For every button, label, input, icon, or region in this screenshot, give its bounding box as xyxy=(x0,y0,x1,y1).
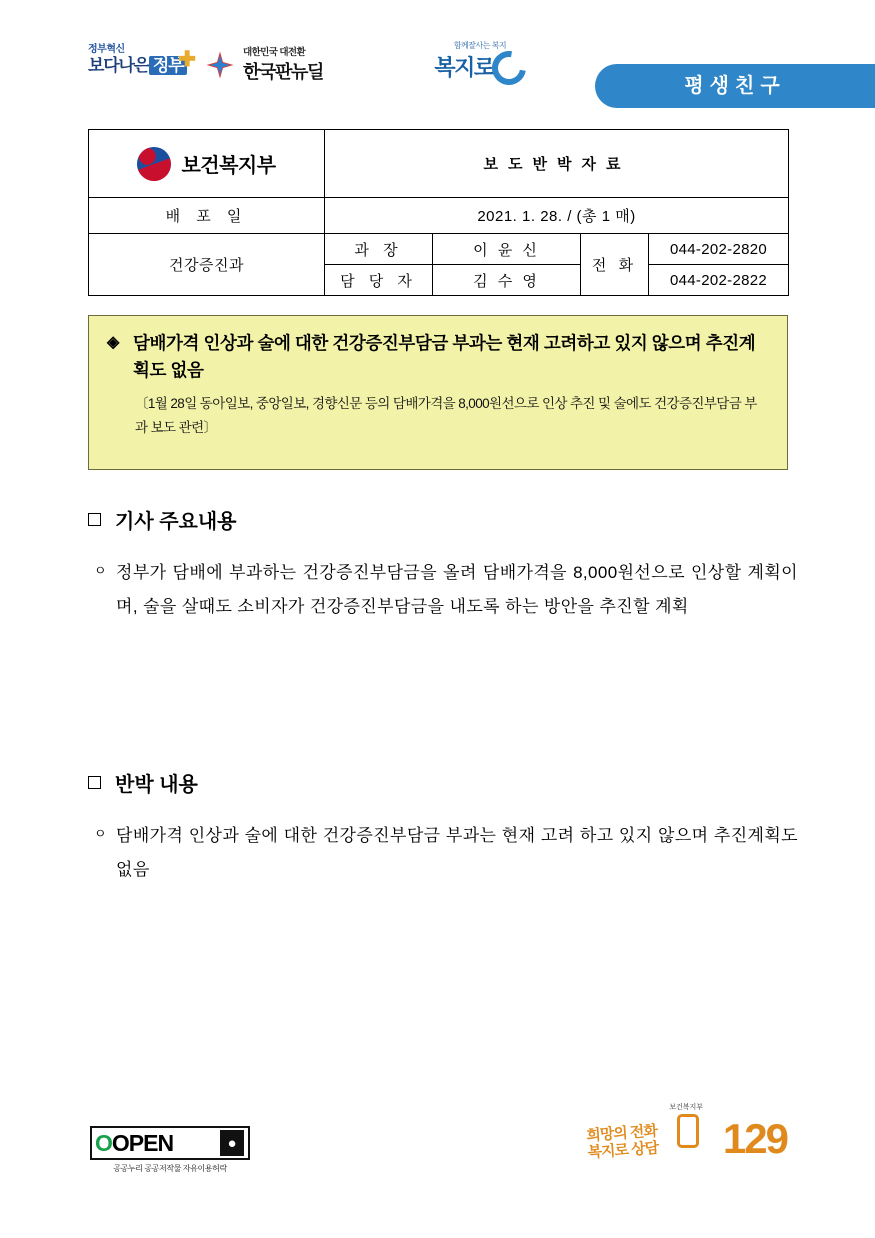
distribute-date-label: 배 포 일 xyxy=(89,198,325,234)
korean-new-deal-logo xyxy=(205,42,340,92)
new-deal-line1: 대한민국 대전환 xyxy=(243,47,306,58)
department-name: 건강증진과 xyxy=(89,234,325,296)
square-bullet-icon xyxy=(88,776,101,789)
phone-number-staff: 044-202-2822 xyxy=(649,265,789,296)
new-deal-text xyxy=(243,44,323,84)
bokjiro-line2: 복지로 xyxy=(434,55,494,80)
section-title-wrap-2 xyxy=(88,768,798,797)
gov-logo-line2-plain: 보다나은 xyxy=(88,55,149,75)
pinwheel-star-icon xyxy=(205,50,235,80)
open-license-text xyxy=(95,1129,220,1156)
plus-cross-icon: ✚ xyxy=(178,48,196,71)
highlight-headline-wrap xyxy=(107,330,767,384)
section-rebuttal xyxy=(88,768,798,887)
top-banner xyxy=(0,38,875,108)
person-name-manager: 이 윤 신 xyxy=(433,234,581,265)
hotline-number: 129 xyxy=(722,1115,787,1162)
square-bullet-icon xyxy=(88,513,101,526)
open-license-box xyxy=(90,1126,250,1160)
section-body-rebuttal-wrap xyxy=(88,819,798,887)
role-label-manager: 과 장 xyxy=(325,234,433,265)
gov-logo-line1: 정부혁신 xyxy=(88,44,125,55)
section-body-article-wrap xyxy=(88,556,798,624)
hotline-slogan xyxy=(586,1124,659,1162)
open-license-logo xyxy=(90,1126,250,1174)
tagline-banner: 평생친구 xyxy=(595,64,875,108)
ministry-name: 보건복지부 xyxy=(181,155,276,177)
hotline-slogan-line1: 희망의 전화 xyxy=(585,1122,658,1145)
ministry-cell xyxy=(89,130,325,198)
highlight-subtext: 〔1월 28일 동아일보, 중앙일보, 경향신문 등의 담배가격을 8,000원선으로 인상 추진 및 술에도 건강증진부담금 부과 보도 관련〕 xyxy=(135,396,757,435)
highlight-headline: 담배가격 인상과 술에 대한 건강증진부담금 부과는 현재 고려하고 있지 않으며 추진계획도 없음 xyxy=(133,333,756,381)
gov-innovation-logo xyxy=(88,44,198,90)
section-title-article: 기사 주요내용 xyxy=(115,511,237,533)
phone-label: 전 화 xyxy=(581,234,649,296)
taegeuk-icon xyxy=(137,147,171,181)
hotline-129-logo xyxy=(585,1104,787,1174)
document-info-table xyxy=(88,129,789,296)
section-title-wrap xyxy=(88,505,798,534)
highlight-box xyxy=(88,315,788,470)
bokjiro-line1: 함께잘사는 복지 xyxy=(453,41,507,50)
phone-number-manager: 044-202-2820 xyxy=(649,234,789,265)
section-title-rebuttal: 반박 내용 xyxy=(115,774,198,796)
new-deal-line2: 한국판뉴딜 xyxy=(243,62,323,82)
circle-bullet-icon: ㅇ xyxy=(94,826,107,841)
section-body-rebuttal: 담배가격 인상과 술에 대한 건강증진부담금 부과는 현재 고려 하고 있지 않으며 추진계획도 없음 xyxy=(116,826,798,879)
hotline-tag: 보건복지부 xyxy=(669,1104,703,1111)
person-icon: ● xyxy=(220,1130,244,1156)
table-row-contact-1 xyxy=(89,234,789,265)
section-article-summary xyxy=(88,505,798,624)
bokjiro-logo xyxy=(420,40,540,95)
person-name-staff: 김 수 영 xyxy=(433,265,581,296)
open-license-label: OPEN xyxy=(111,1129,174,1156)
section-body-article: 정부가 담배에 부과하는 건강증진부담금을 올려 담배가격을 8,000원선으로 인상할 계획이며, 술을 살때도 소비자가 건강증진부담금을 내도록 하는 방안을 추진할 계획 xyxy=(116,563,798,616)
gov-logo-line2-highlight: 정부 xyxy=(149,56,187,75)
open-license-o-glyph: O xyxy=(95,1129,112,1156)
distribute-date-value: 2021. 1. 28. / (총 1 매) xyxy=(325,198,789,234)
diamond-bullet-icon: ◈ xyxy=(107,334,119,351)
table-row-title xyxy=(89,130,789,198)
mobile-phone-icon xyxy=(677,1114,699,1148)
hotline-slogan-line2: 복지로 상담 xyxy=(587,1139,659,1161)
role-label-staff: 담 당 자 xyxy=(325,265,433,296)
bokjiro-line2-wrap xyxy=(420,51,540,85)
table-row-date xyxy=(89,198,789,234)
open-license-caption: 공공누리 공공저작물 자유이용허락 xyxy=(113,1164,227,1173)
document-title: 보도반박자료 xyxy=(325,130,789,198)
circle-bullet-icon: ㅇ xyxy=(94,563,107,578)
